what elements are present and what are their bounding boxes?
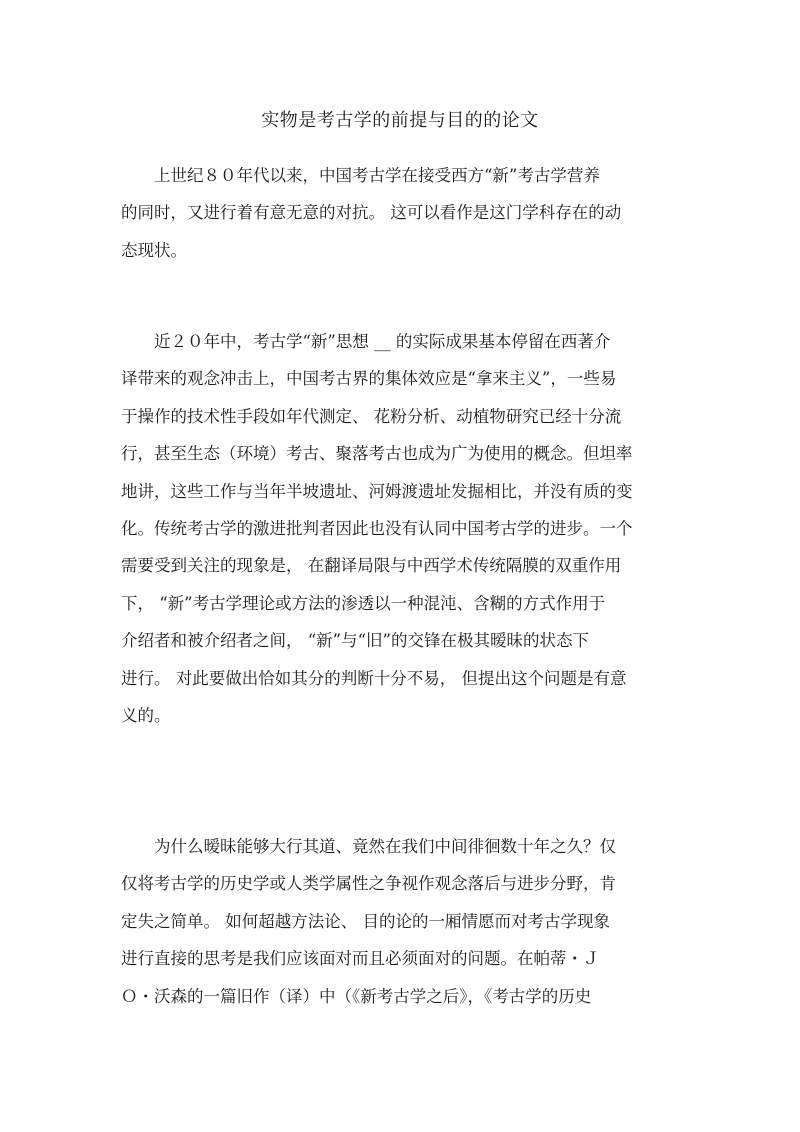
paragraph-line: 化。传统考古学的激进批判者因此也没有认同中国考古学的进步。一个 (121, 518, 633, 538)
paragraph-line: 仅将考古学的历史学或人类学属性之争视作观念落后与进步分野，肯 (121, 874, 616, 894)
paragraph-line: 为什么暧昧能够大行其道、竟然在我们中间徘徊数十年之久？仅 (121, 837, 616, 856)
paragraph-line: 需要受到关注的现象是， 在翻译局限与中西学术传统隔膜的双重作用 (121, 556, 622, 576)
paragraph-line: 近２０年中，考古学“新”思想 __ 的实际成果基本停留在西著介 (121, 332, 611, 351)
paragraph-1 (121, 157, 681, 269)
paragraph-line: 行，甚至生态（环境）考古、聚落考古也成为广为使用的概念。但坦率 (121, 444, 633, 464)
paragraph-line: 介绍者和被介绍者之间， “新”与“旧”的交锋在极其暧昧的状态下 (121, 631, 589, 651)
paragraph-line: 义的。 (121, 705, 171, 725)
paragraph-line: 定失之简单。 如何超越方法论、 目的论的一厢情愿而对考古学现象 (121, 911, 610, 931)
paragraph-line: 态现状。 (121, 240, 187, 260)
paragraph-line: 进行。 对此要做出恰如其分的判断十分不易， 但提出这个问题是有意 (121, 668, 627, 688)
document-title: 实物是考古学的前提与目的的论文 (261, 110, 539, 131)
paragraph-line: 进行直接的思考是我们应该面对而且必须面对的问题。在帕蒂・Ｊ (121, 949, 600, 969)
paragraph-line: 的同时，又进行着有意无意的对抗。 这可以看作是这门学科存在的动 (121, 203, 622, 223)
paragraph-2 (121, 323, 681, 734)
paragraph-line: Ｏ・沃森的一篇旧作（译）中（《新考古学之后》，《考古学的历史 (121, 986, 592, 1006)
paragraph-line: 下， “新”考古学理论或方法的渗透以一种混沌、含糊的方式作用于 (121, 593, 606, 613)
paragraph-line: 地讲，这些工作与当年半坡遗址、河姆渡遗址发掘相比，并没有质的变 (121, 481, 633, 501)
paragraph-3 (121, 828, 681, 1015)
paragraph-line: 译带来的观念冲击上，中国考古界的集体效应是“拿来主义”，一些易 (121, 369, 617, 389)
paragraph-line: 上世纪８０年代以来，中国考古学在接受西方“新”考古学营养 (121, 166, 600, 185)
paragraph-line: 于操作的技术性手段如年代测定、 花粉分析、动植物研究已经十分流 (121, 406, 622, 426)
